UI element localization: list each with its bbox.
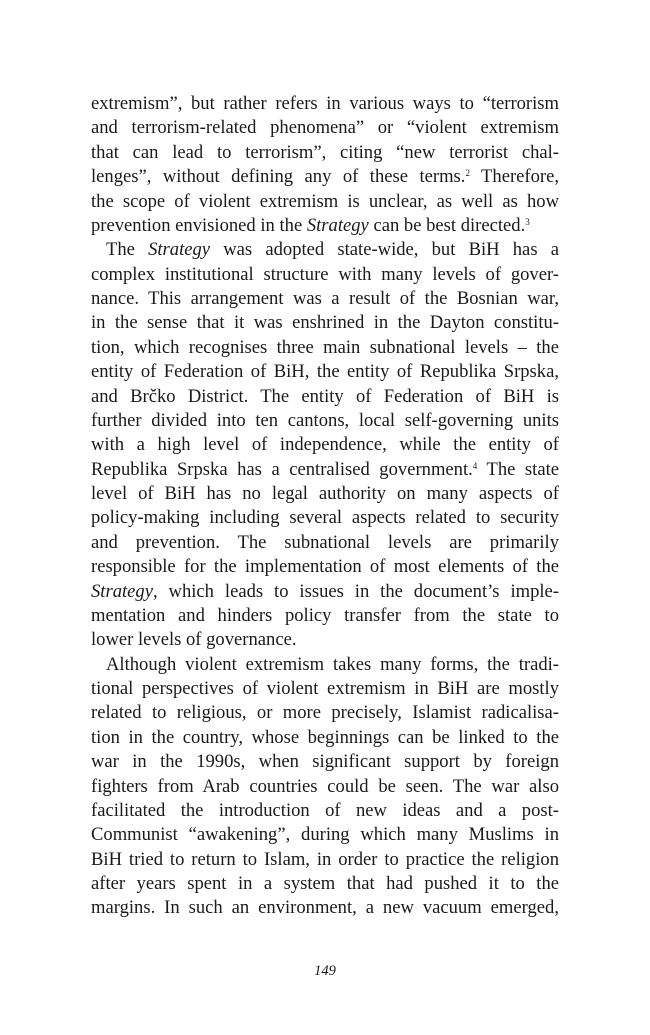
text-run: after years spent in a system that had pushed it to the: [91, 873, 559, 894]
text-run: Therefore,: [469, 166, 559, 188]
text-run: and terrorism-related phenomena” or “violent extremism: [91, 117, 559, 139]
text-line: [91, 823, 559, 847]
text-run: with a high level of independence, while the entity of: [91, 434, 559, 456]
text-run: Although violent extremism takes many forms, the tradi-: [106, 653, 559, 675]
text-run: prevention envisioned in the: [91, 214, 307, 236]
text-line: [91, 531, 559, 555]
text-line: [91, 385, 559, 409]
text-run: and Brčko District. The entity of Federation of BiH is: [91, 385, 559, 407]
text-line: [91, 628, 559, 652]
text-run: further divided into ten cantons, local self-governing units: [91, 409, 559, 431]
text-run: mentation and hinders policy transfer from the state to: [91, 604, 559, 626]
text-line: [91, 360, 559, 384]
text-run: that can lead to terrorism”, citing “new terrorist chal-: [91, 141, 559, 163]
text-run: facilitated the introduction of new ideas and a post-: [91, 799, 559, 821]
text-line: [91, 653, 559, 677]
text-line: [91, 604, 559, 628]
text-line: [91, 677, 559, 701]
text-run: responsible for the implementation of most elements of the: [91, 556, 559, 578]
text-line: [91, 238, 559, 262]
text-line: [91, 214, 559, 238]
text-run: related to religious, or more precisely, Islamist radicalisa-: [91, 702, 559, 724]
text-line: [91, 165, 559, 189]
text-run: war in the 1990s, when significant support by foreign: [91, 751, 559, 773]
text-run: nance. This arrangement was a result of the Bosnian war,: [91, 288, 559, 309]
text-line: [91, 336, 559, 360]
italic-title: Strategy: [306, 214, 369, 236]
italic-title: Strategy: [148, 239, 211, 261]
text-run: tion, which recognises three main subnational levels – the: [91, 336, 559, 358]
text-line: [91, 848, 559, 872]
text-run: tion in the country, whose beginnings can be linked to the: [91, 726, 559, 748]
text-line: [91, 92, 559, 116]
text-run: complex institutional structure with many levels of gover-: [91, 263, 559, 285]
text-line: [91, 482, 559, 506]
text-line: [91, 190, 559, 214]
text-run: The state: [477, 458, 559, 480]
text-line: [91, 263, 559, 287]
body-text: [91, 92, 559, 921]
text-run: Communist “awakening”, during which many Muslims in: [91, 824, 559, 846]
text-run: , which leads to issues in the document’s imple-: [152, 580, 559, 602]
text-run: Republika Srpska has a centralised government.: [91, 458, 473, 480]
text-run: extremism”, but rather refers in various ways to “terrorism: [91, 93, 559, 114]
text-run: fighters from Arab countries could be seen. The war also: [91, 775, 559, 797]
text-run: lenges”, without defining any of these terms.: [91, 166, 466, 188]
text-line: [91, 506, 559, 530]
text-run: can be best directed.: [368, 214, 526, 236]
text-run: BiH tried to return to Islam, in order to practice the religion: [91, 848, 559, 870]
text-run: in the sense that it was enshrined in the Dayton constitu-: [91, 312, 559, 334]
text-run: The: [106, 239, 149, 261]
italic-title: Strategy: [91, 580, 153, 602]
text-run: and prevention. The subnational levels are primarily: [91, 531, 559, 553]
text-line: [91, 775, 559, 799]
text-run: the scope of violent extremism is unclear, as well as how: [91, 190, 559, 212]
text-run: margins. In such an environment, a new vacuum emerged,: [91, 897, 559, 919]
text-line: [91, 896, 559, 920]
footnote-ref: 3: [525, 216, 530, 227]
footnote-ref: 4: [472, 460, 478, 471]
text-run: level of BiH has no legal authority on many aspects of: [91, 483, 559, 504]
text-line: [91, 433, 559, 457]
text-line: [91, 799, 559, 823]
text-line: [91, 580, 559, 604]
text-line: [91, 409, 559, 433]
text-line: [91, 311, 559, 335]
text-line: [91, 116, 559, 140]
text-line: [91, 726, 559, 750]
footnote-ref: 2: [465, 168, 470, 179]
text-line: [91, 458, 559, 482]
text-line: [91, 750, 559, 774]
text-line: [91, 872, 559, 896]
text-run: tional perspectives of violent extremism in BiH are mostly: [91, 678, 559, 699]
text-run: entity of Federation of BiH, the entity of Republika Srpska,: [91, 361, 559, 383]
page-number: 149: [314, 963, 336, 979]
text-line: [91, 701, 559, 725]
text-line: [91, 555, 559, 579]
text-run: policy-making including several aspects related to security: [91, 507, 559, 529]
text-run: lower levels of governance.: [91, 629, 297, 651]
text-line: [91, 141, 559, 165]
text-run: was adopted state-wide, but BiH has a: [210, 239, 559, 261]
text-line: [91, 287, 559, 311]
